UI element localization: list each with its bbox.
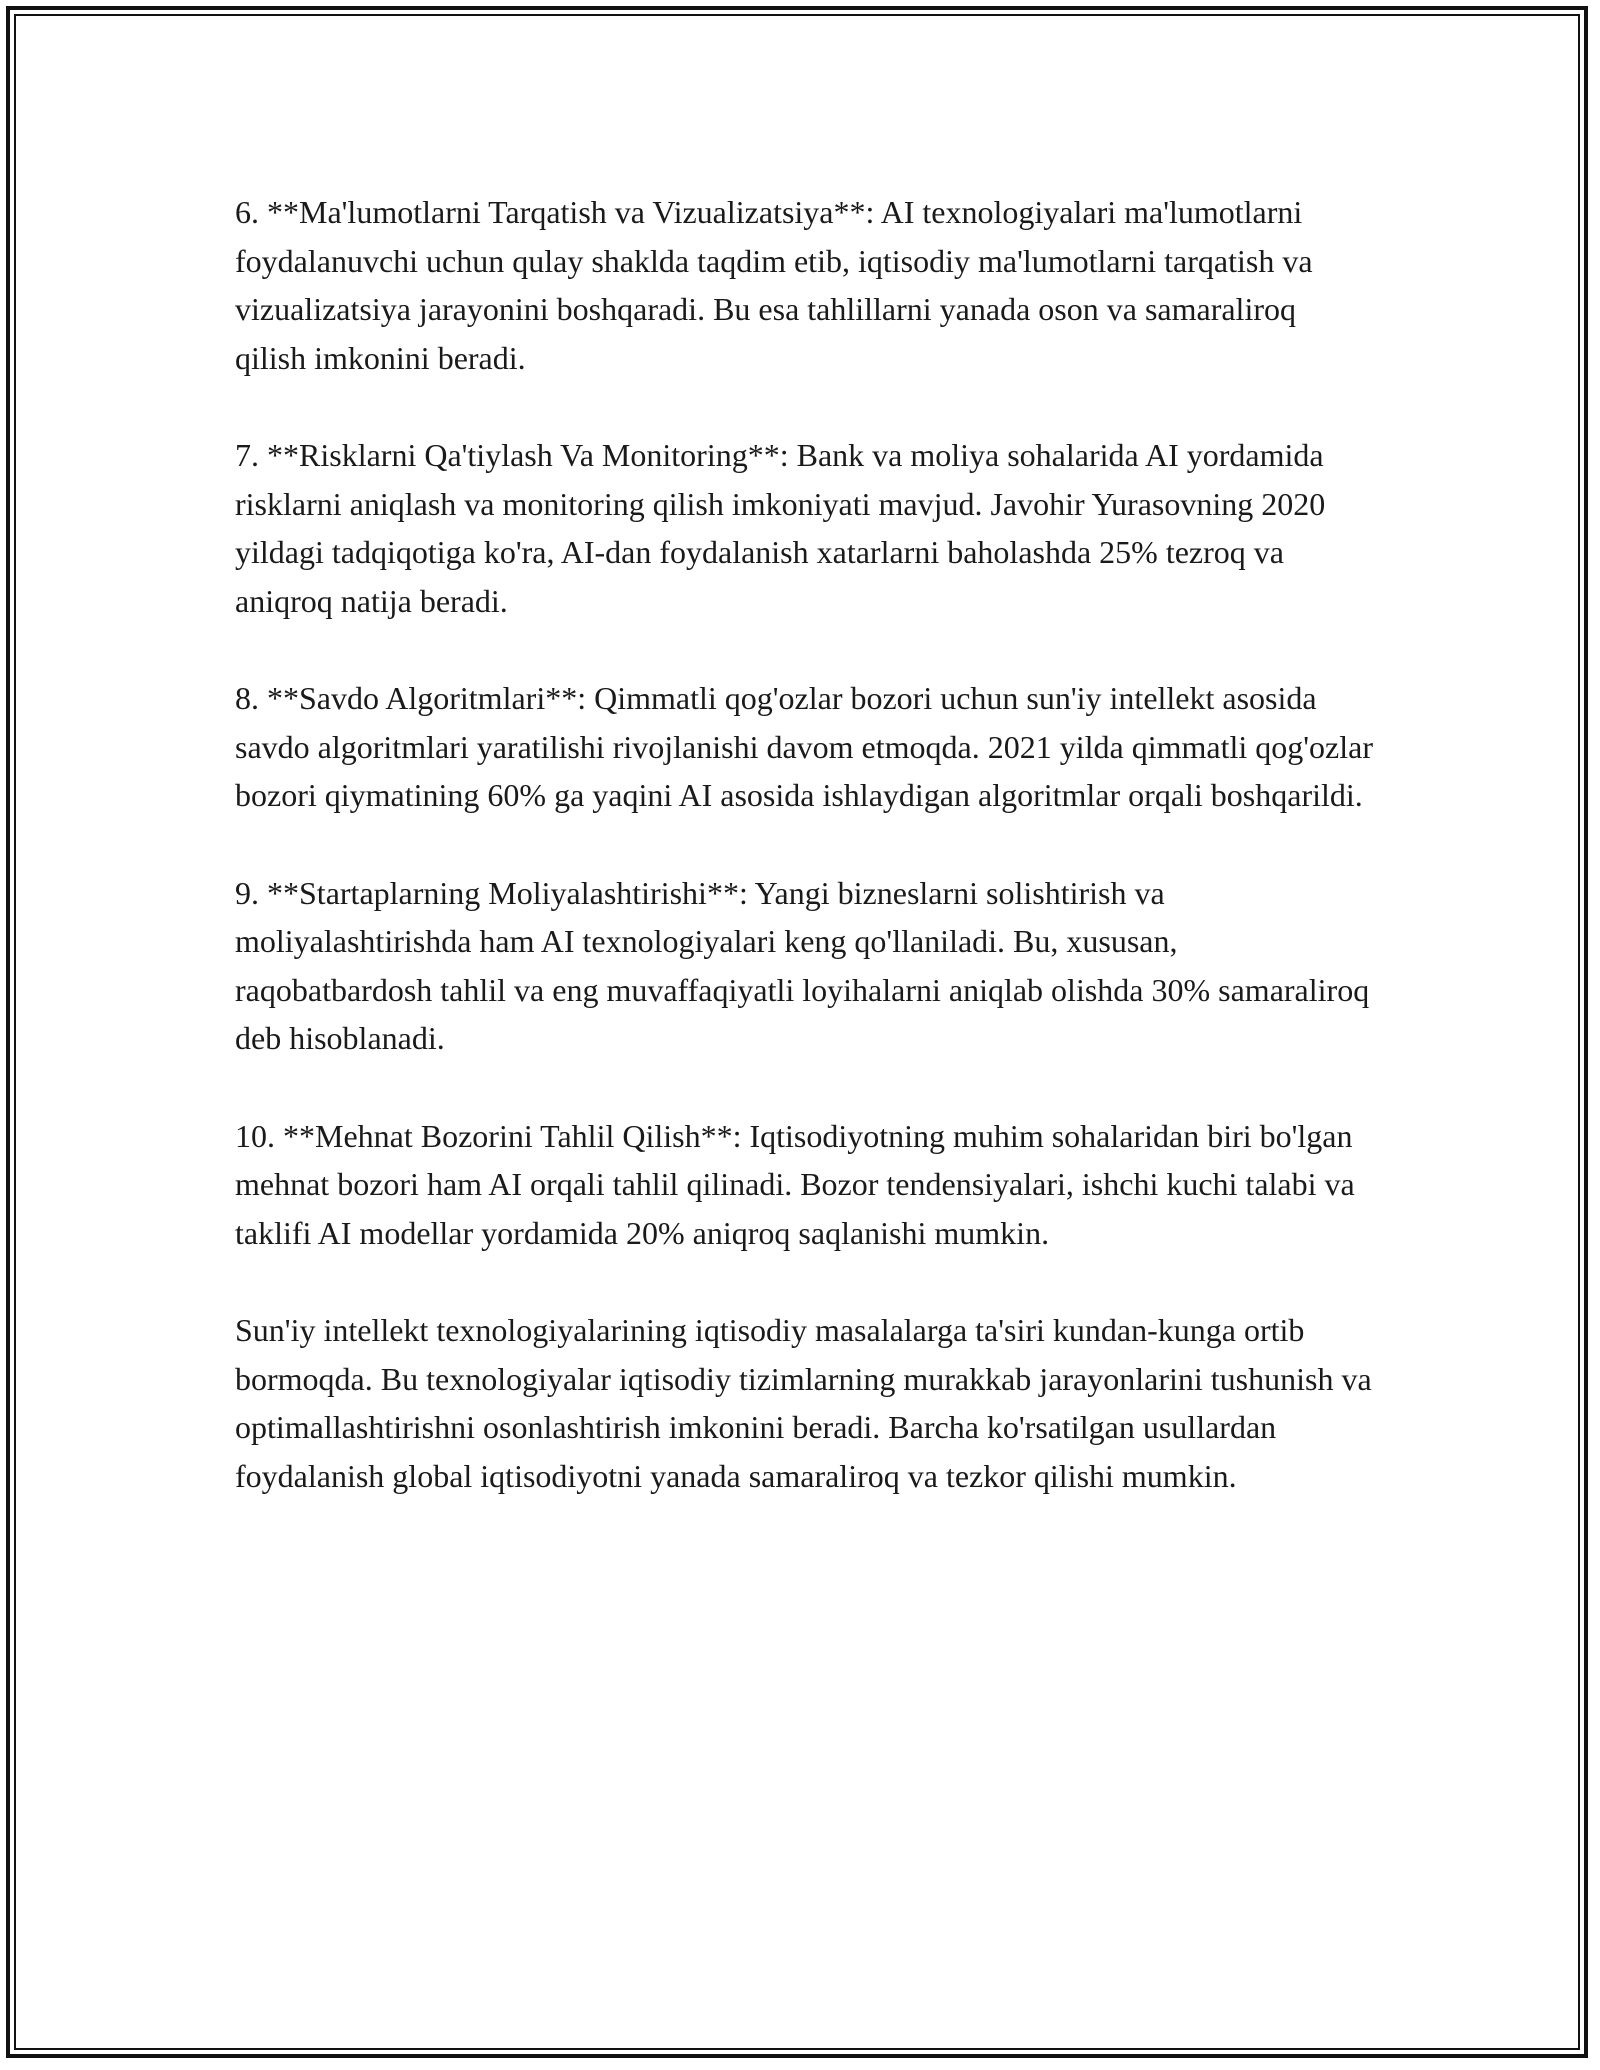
conclusion-paragraph: Sun'iy intellekt texnologiyalarining iqtisodiy masalalarga ta'siri kundan-kunga ortib bormoqda. Bu texnologiyalar iqtisodiy tizimlarning murakkab jarayonlarini tushunish va optimallashtirishni osonlashtirish imkonini beradi. Barcha ko'rsatilgan usullardan foydalanish global iqtisodiyotni yanada samaraliroq va tezkor qilishi mumkin. <box>235 1312 1372 1494</box>
paragraph-item-7: 7. **Risklarni Qa'tiylash Va Monitoring**: Bank va moliya sohalarida AI yordamida risklarni aniqlash va monitoring qilish imkoniyati mavjud. Javohir Yurasovning 2020 yildagi tadqiqotiga ko'ra, AI-dan foydalanish xatarlarni baholashda 25% tezroq va aniqroq natija beradi. <box>235 437 1326 619</box>
paragraph-item-6: 6. **Ma'lumotlarni Tarqatish va Vizualizatsiya**: AI texnologiyalari ma'lumotlarni foydalanuvchi uchun qulay shaklda taqdim etib, iqtisodiy ma'lumotlarni tarqatish va vizualizatsiya jarayonini boshqaradi. Bu esa tahlillarni yanada oson va samaraliroq qilish imkonini beradi. <box>235 194 1313 376</box>
paragraph-item-10: 10. **Mehnat Bozorini Tahlil Qilish**: Iqtisodiyotning muhim sohalaridan biri bo'lgan mehnat bozori ham AI orqali tahlil qilinadi. Bozor tendensiyalari, ishchi kuchi talabi va taklifi AI modellar yordamida 20% aniqroq saqlanishi mumkin. <box>235 1117 1355 1251</box>
paragraph-item-8: 8. **Savdo Algoritmlari**: Qimmatli qog'ozlar bozori uchun sun'iy intellekt asosida savdo algoritmlari yaratilishi rivojlanishi davom etmoqda. 2021 yilda qimmatli qog'ozlar bozori qiymatining 60% ga yaqini AI asosida ishlaydigan algoritmlar orqali boshqarildi. <box>235 680 1373 813</box>
document-body <box>235 188 1375 1500</box>
paragraph-item-9: 9. **Startaplarning Moliyalashtirishi**: Yangi bizneslarni solishtirish va moliyalashtirishda ham AI texnologiyalari keng qo'llaniladi. Bu, xususan, raqobatbardosh tahlil va eng muvaffaqiyatli loyihalarni aniqlab olishda 30% samaraliroq deb hisoblanadi. <box>235 874 1370 1056</box>
